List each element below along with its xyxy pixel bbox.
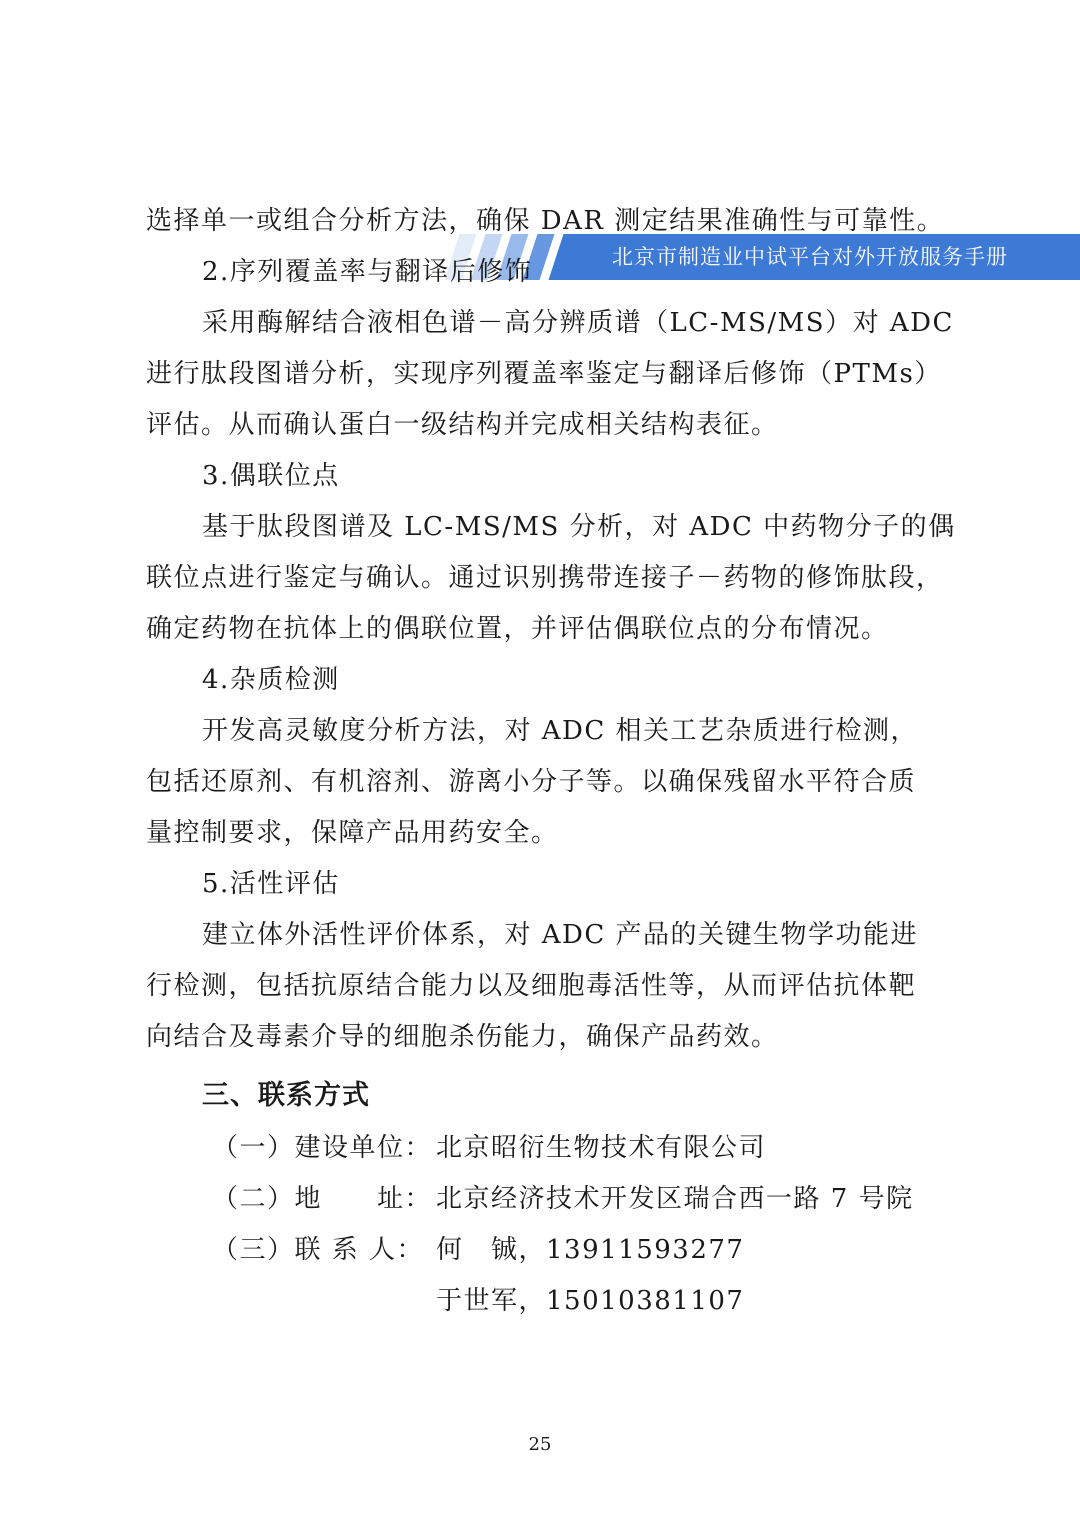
contact-heading: 三、联系方式 [202,1080,370,1111]
body-line-7: 基于肽段图谱及 LC-MS/MS 分析，对 ADC 中药物分子的偶 [202,512,956,542]
body-line-16: 行检测，包括抗原结合能力以及细胞毒活性等，从而评估抗体靶 [146,971,917,1001]
contact-person-label: （三）联 系 人： [212,1235,425,1265]
unit-value: 北京昭衍生物技术有限公司 [436,1133,767,1163]
body-line-9: 确定药物在抗体上的偶联位置，并评估偶联位点的分布情况。 [146,614,889,644]
contact-person-1: 何 铖，13911593277 [436,1235,745,1265]
body-line-12: 包括还原剂、有机溶剂、游离小分子等。以确保残留水平符合质 [146,767,917,797]
body-line-5: 评估。从而确认蛋白一级结构并完成相关结构表征。 [146,410,779,440]
body-line-17: 向结合及毒素介导的细胞杀伤能力，确保产品药效。 [146,1022,779,1052]
header-title: 北京市制造业中试平台对外开放服务手册 [612,245,1008,269]
unit-label: （一）建设单位： [212,1133,433,1163]
section-title-impurity: 4.杂质检测 [202,665,340,695]
section-title-activity: 5.活性评估 [202,869,340,899]
body-line-3: 采用酶解结合液相色谱－高分辨质谱（LC-MS/MS）对 ADC [202,308,954,338]
address-value: 北京经济技术开发区瑞合西一路 7 号院 [436,1184,914,1214]
section-title-sequence-coverage: 2.序列覆盖率与翻译后修饰 [202,257,533,287]
body-line-1: 选择单一或组合分析方法，确保 DAR 测定结果准确性与可靠性。 [146,206,945,236]
section-title-conjugation-site: 3.偶联位点 [202,461,340,491]
body-line-13: 量控制要求，保障产品用药安全。 [146,818,559,848]
body-line-15: 建立体外活性评价体系，对 ADC 产品的关键生物学功能进 [202,920,919,950]
body-line-11: 开发高灵敏度分析方法，对 ADC 相关工艺杂质进行检测， [202,716,919,746]
page-number: 25 [528,1434,552,1455]
address-label: （二）地 址： [212,1184,433,1214]
contact-person-2: 于世军，15010381107 [436,1286,745,1316]
body-line-4: 进行肽段图谱分析，实现序列覆盖率鉴定与翻译后修饰（PTMs） [146,359,942,389]
body-line-8: 联位点进行鉴定与确认。通过识别携带连接子－药物的修饰肽段， [146,563,944,593]
